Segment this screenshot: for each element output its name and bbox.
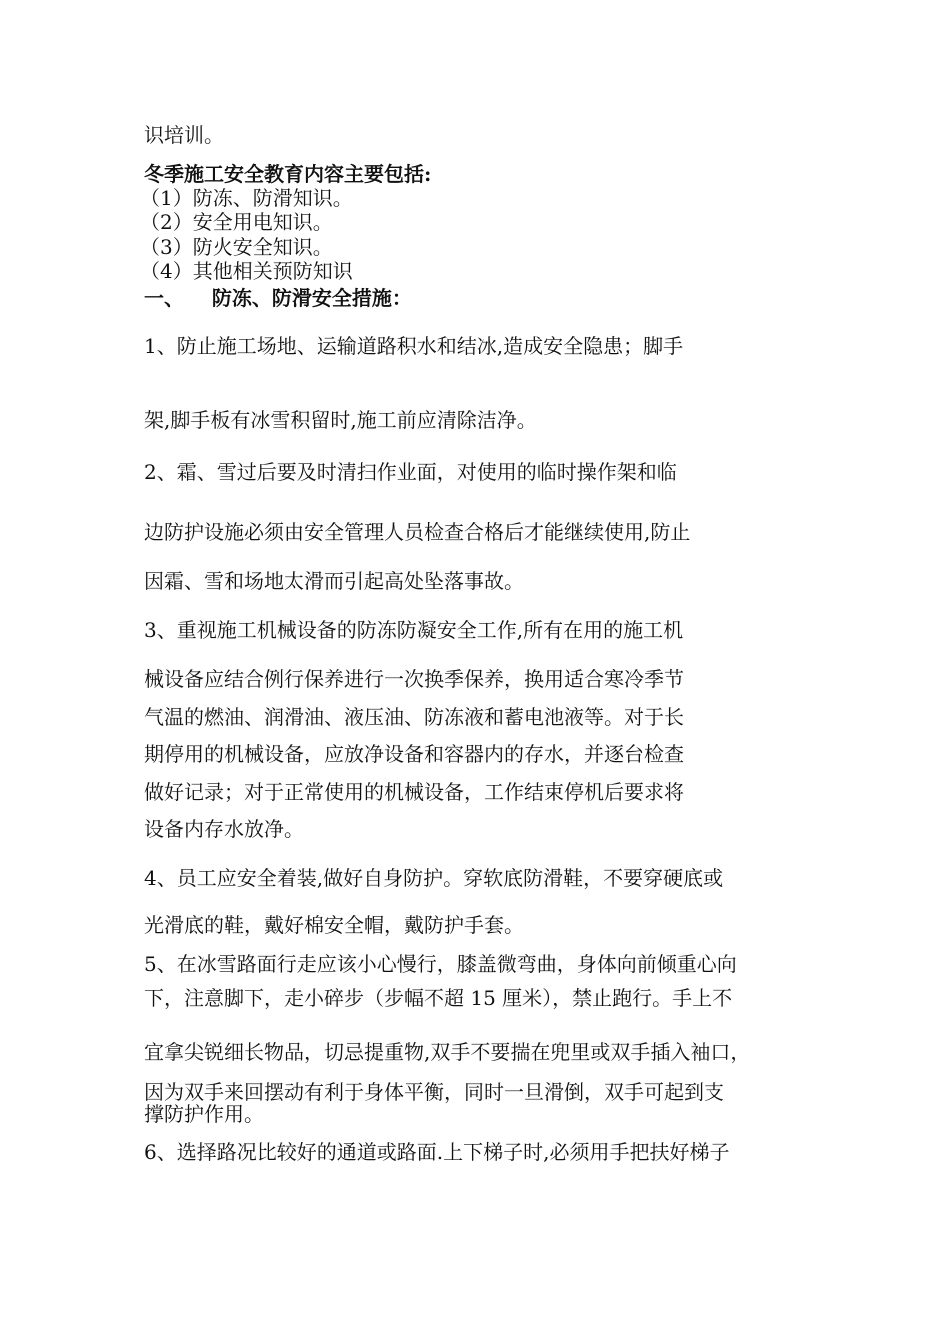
- text-line: 6、选择路况比较好的通道或路面.上下梯子时,必须用手把扶好梯子: [144, 1140, 730, 1164]
- text-line: 边防护设施必须由安全管理人员检查合格后才能继续使用,防止: [144, 520, 691, 544]
- text-line: 做好记录；对于正常使用的机械设备，工作结束停机后要求将: [144, 780, 684, 804]
- list-item: （2）安全用电知识。: [140, 210, 333, 234]
- text-line: 气温的燃油、润滑油、液压油、防冻液和蓄电池液等。对于长: [144, 705, 684, 729]
- text-line: 5、在冰雪路面行走应该小心慢行，膝盖微弯曲，身体向前倾重心向: [144, 952, 737, 976]
- text-line: 撑防护作用。: [144, 1102, 264, 1126]
- list-item: （4）其他相关预防知识: [140, 259, 353, 283]
- text-line: 宜拿尖锐细长物品，切忌提重物,双手不要揣在兜里或双手插入袖口，: [144, 1040, 751, 1064]
- text-line: 1、防止施工场地、运输道路积水和结冰,造成安全隐患；脚手: [144, 334, 684, 358]
- list-item: （1）防冻、防滑知识。: [140, 186, 353, 210]
- text-line: 下，注意脚下，走小碎步（步幅不超 15 厘米），禁止跑行。手上不: [144, 986, 733, 1010]
- text-line: 械设备应结合例行保养进行一次换季保养，换用适合寒冷季节: [144, 667, 684, 691]
- text-line: 光滑底的鞋，戴好棉安全帽，戴防护手套。: [144, 913, 524, 937]
- text-line: 2、霜、雪过后要及时清扫作业面，对使用的临时操作架和临: [144, 460, 677, 484]
- text-line: 4、员工应安全着装,做好自身防护。穿软底防滑鞋，不要穿硬底或: [144, 866, 724, 890]
- text-line: 识培训。: [144, 123, 224, 147]
- text-line: 设备内存水放净。: [144, 817, 304, 841]
- text-line: 因霜、雪和场地太滑而引起高处坠落事故。: [144, 569, 524, 593]
- text-line: 因为双手来回摆动有利于身体平衡，同时一旦滑倒，双手可起到支: [144, 1080, 724, 1104]
- list-item: （3）防火安全知识。: [140, 235, 333, 259]
- text-line: 架,脚手板有冰雪积留时,施工前应清除洁净。: [144, 408, 537, 432]
- section-heading: 一、 防冻、防滑安全措施：: [144, 286, 412, 310]
- text-line: 3、重视施工机械设备的防冻防凝安全工作,所有在用的施工机: [144, 618, 684, 642]
- section-heading: 冬季施工安全教育内容主要包括:: [144, 162, 432, 186]
- text-line: 期停用的机械设备，应放净设备和容器内的存水，并逐台检查: [144, 742, 684, 766]
